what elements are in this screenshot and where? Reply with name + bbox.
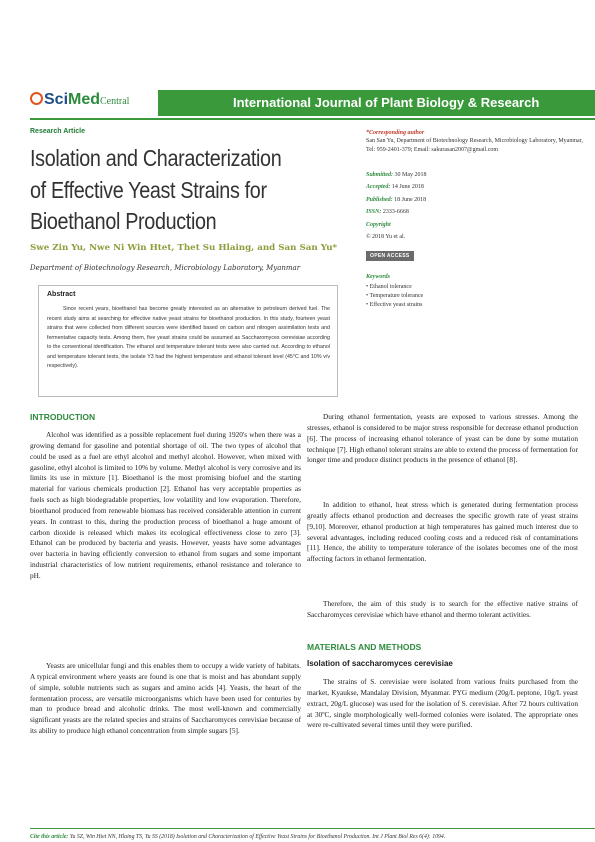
keyword-item: • Effective yeast strains: [366, 302, 423, 308]
open-access-badge: OPEN ACCESS: [366, 251, 414, 261]
author-list: Swe Zin Yu, Nwe Ni Win Htet, Thet Su Hlaing, and San San Yu*: [30, 243, 338, 253]
abstract-heading: Abstract: [47, 291, 76, 298]
body-paragraph: Alcohol was identified as a possible replacement fuel during 1920's when there was a growing demand for gasoline and potential shortage of oil. The two types of alcohol that could be used as a fuel are ethyl alcohol and methyl alcohol. However, when mixed with gasoline, ethyl alcohol is limited to 10% by volume. Methyl alcohol is very corrosive and its limits its use in mixture [1]. Bioethanol is the most promising biofuel and the starting material for various chemicals production [2]. Ethanol has very acceptable properties as fuels such as high biodegradable properties, low volatility and low evaporation. Therefore, bioethanol produced from renewable biomass has received considerable attention in current years. In contrast to this, during the production process of bioethanol a huge amount of carbon dioxide is released which makes its ecological effectiveness close to zero [3]. Ethanol can be produced by bacteria and yeasts. However, yeasts have some advantages over bacteria in having efficiently conversion to ethanol from sugars and some important industrial characteristics of low nutrient requirements, ethanol resistance and tolerance to pH.: [30, 430, 301, 580]
header-divider: [30, 118, 595, 120]
body-paragraph: During ethanol fermentation, yeasts are exposed to various stresses. Among the stresses, ethanol is considered to be major stress responsible for decrease ethanol production [6]. The process of increasing ethanol tolerance of yeast can be done by some mutation technique [7]. High ethanol tolerant strains are able to extend the process of fermentation for longer time and produce distinct products in the presence of ethanol [8].: [307, 412, 578, 465]
issn: ISSN: 2333-6668: [366, 209, 409, 215]
published-date: Published: 18 June 2018: [366, 197, 427, 203]
article-title: Isolation and Characterization of Effective Yeast Strains for Bioethanol Production: [30, 145, 282, 234]
abstract-text: Since recent years, bioethanol has become greatly interested as an alternative to petroleum derived fuel. The recent study aims at searching for effective native yeast strains for bioethanol production. In this study, fourteen yeast strains that were collected from different sources were identified based on carbon and nitrogen assimilation tests and fermentative capacity tests. Among them, five yeast strains could be assumed as Saccharomyces cerevisiae according to the conventional identification. The ethanol and temperature tolerant tests were also carried out. According to ethanol and temperature tolerant tests, the isolate Y3 had the highest temperature and ethanol tolerant level (45°C and 10% v/v respectively).: [47, 306, 330, 370]
journal-banner: International Journal of Plant Biology & Research: [158, 90, 595, 116]
affiliation: Department of Biotechnology Research, Microbiology Laboratory, Myanmar: [30, 264, 301, 272]
keywords-list: [366, 283, 423, 310]
keyword-item: • Ethanol tolerance: [366, 284, 412, 290]
materials-methods-heading: MATERIALS AND METHODS: [307, 642, 422, 652]
body-paragraph: The strains of S. cerevisiae were isolated from various fruits purchased from the market, Kyaukse, Mandalay Division, Myanmar. PYG medium (20g/L peptone, 10g/L yeast extract, 20g/L glucose) was used for the isolation of S. cerevisiae. After 72 hours cultivation at 30ºC, single morphologically well-formed colonies were isolated. The appropriate ones were re-cultivated several times until they were purified.: [307, 677, 578, 730]
introduction-heading: INTRODUCTION: [30, 412, 96, 422]
footer-divider: [30, 828, 595, 829]
copyright-notice: © 2018 Yu et al.: [366, 234, 406, 240]
citation: Cite this article: Yu SZ, Win Htet NN, Hlaing TS, Yu SS (2018) Isolation and Characterization of Effective Yeast Strains for Bioethanol Production. Int J Plant Biol Res 6(4): 1094.: [30, 834, 446, 840]
copyright-label: Copyright: [366, 222, 391, 228]
keyword-item: • Temperature tolerance: [366, 293, 424, 299]
corresponding-author-info[interactable]: San San Yu, Department of Biotechnology Research, Microbiology Laboratory, Myanmar, Tel: 959-2401-379; Email: sakurasan2007@gmail.com: [366, 138, 583, 153]
submitted-date: Submitted: 30 May 2018: [366, 172, 427, 178]
body-paragraph: Yeasts are unicellular fungi and this enables them to occupy a wide variety of habitats. A typical environment where yeasts are found is one that is moist and has abundant supply of simple, soluble nutrients such as sugars and amino acids [4]. Yeasts, the heart of the fermentation process, are versatile microorganisms which have been used for centuries by man to produce bread and alcoholic drinks. The most well-known and commercially significant yeasts are the related species and strains of Saccharomyces cerevisiae because of its ability to produce high ethanol concentration from simple sugars [5].: [30, 661, 301, 736]
corresponding-author-label: *Corresponding author: [366, 130, 425, 136]
accepted-date: Accepted: 14 June 2018: [366, 184, 424, 190]
publisher-logo: SciMedCentral: [30, 91, 156, 113]
body-paragraph: Therefore, the aim of this study is to search for the effective native strains of Saccharomyces cerevisiae which have ethanol and thermo tolerant activities.: [307, 599, 578, 619]
body-paragraph: In addition to ethanol, heat stress which is generated during fermentation process greatly affects ethanol production and decreases the specific growth rate of yeast strains [9,10]. Moreover, ethanol production at high temperatures has gained much interest due to several advantages, including reduced cooling costs and a reduced risk of contaminations [11]. Hence, the ability to temperature tolerance of the isolates becomes one of the most affecting factors in ethanol fermentation.: [307, 500, 578, 564]
isolation-subheading: Isolation of saccharomyces cerevisiae: [307, 659, 453, 668]
logo-circle-icon: [30, 92, 43, 105]
keywords-label: Keywords: [366, 274, 390, 280]
article-type: Research Article: [30, 128, 85, 135]
